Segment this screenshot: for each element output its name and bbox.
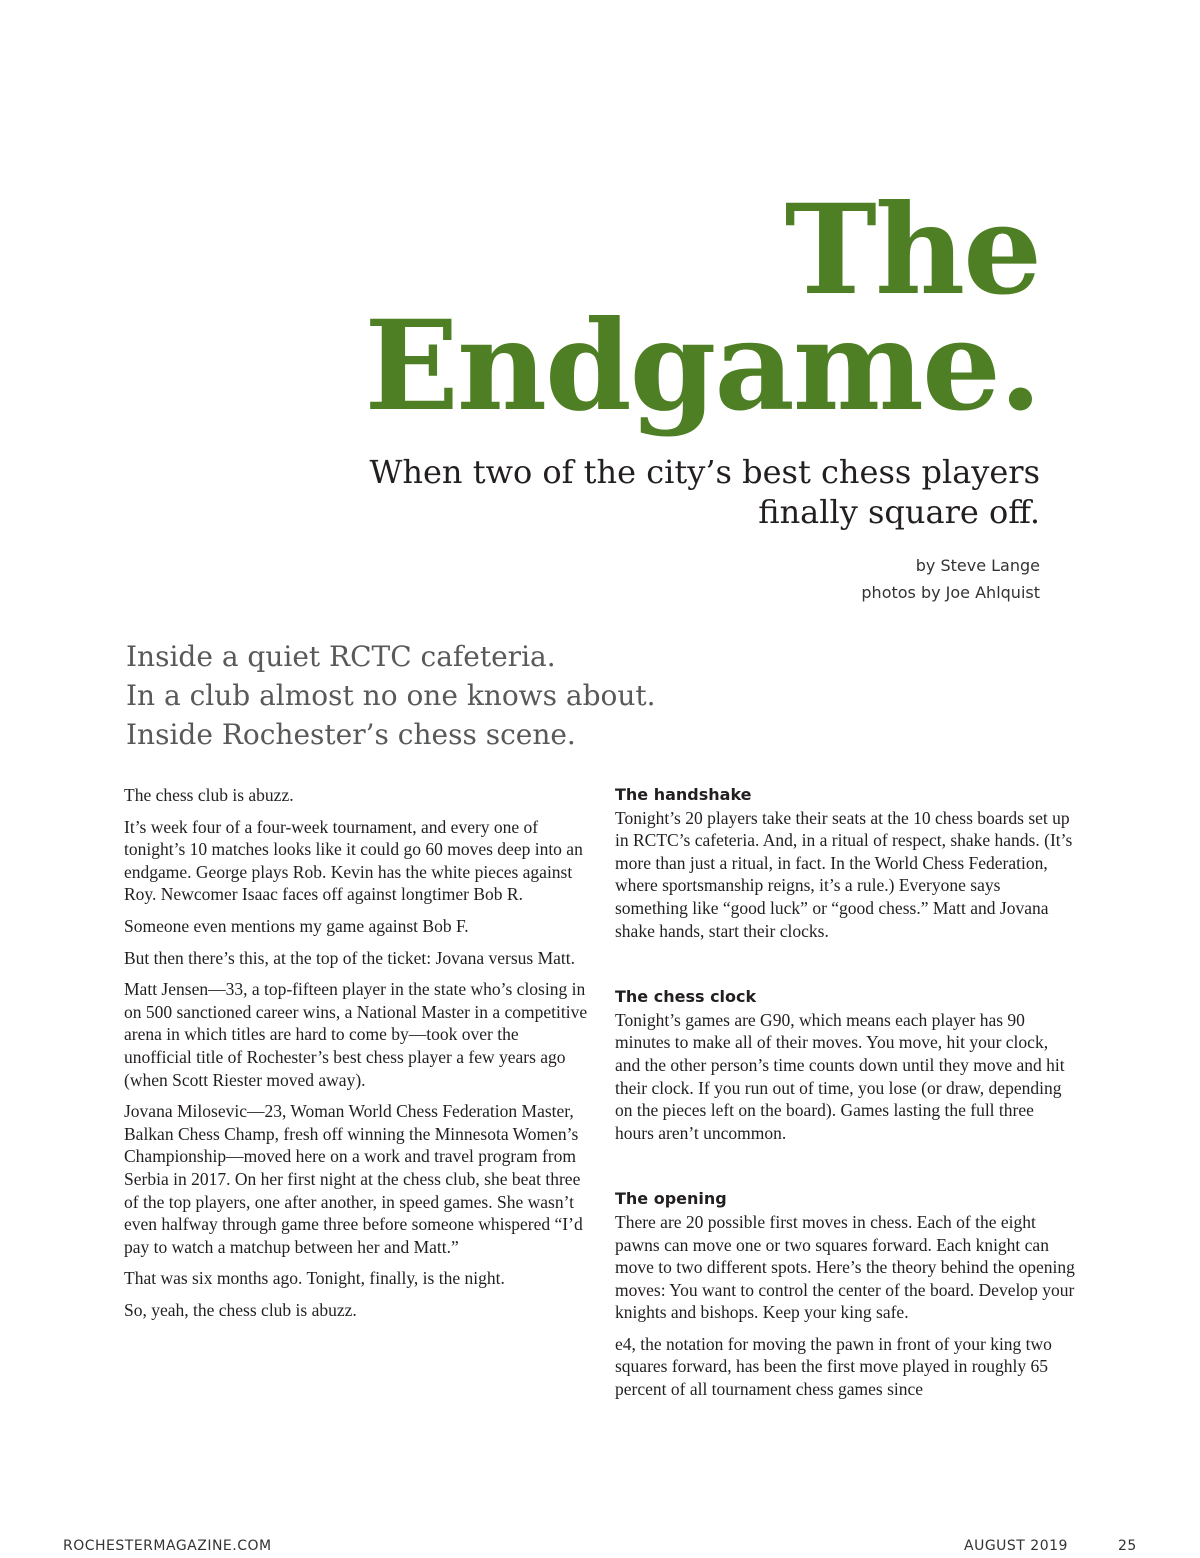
footer-website: ROCHESTERMAGAZINE.COM (63, 1538, 272, 1554)
deck-line: In a club almost no one knows about. (126, 679, 656, 712)
body-paragraph: Matt Jensen—33, a top-fifteen player in the state who’s closing in on 500 sanctioned career wins, a National Master in a competitive arena in which titles are hard to come by—took over the unofficial title of Rochester’s best chess player a few years ago (when Scott Riester moved away). (124, 979, 588, 1090)
section-heading: The handshake (615, 785, 752, 804)
section-heading: The chess clock (615, 987, 757, 1007)
body-paragraph: Jovana Milosevic—23, Woman World Chess Federation Master, Balkan Chess Champ, fresh off winning the Minnesota Women’s Championship—moved here on a work and travel program from Serbia in 2017. On her first night at the chess club, she beat three of the top players, one after another, in speed games. She wasn’t even halfway through game three before someone whispered “I’d pay to watch a matchup between her and Matt.” (124, 1101, 583, 1257)
body-paragraph: Tonight’s 20 players take their seats at the 10 chess boards set up in RCTC’s cafeteria. And, in a ritual of respect, shake hands. (It’s more than just a ritual, in fact. In the World Chess Federation, where sportsmanship reigns, it’s a rule.) Everyone says something like “good luck” or “good chess.” Matt and Jovana shake hands, start their clocks. (615, 807, 1073, 941)
byline (861, 552, 1040, 606)
body-column-left (124, 784, 590, 1330)
article-subheadline (340, 452, 1040, 532)
article-headline (364, 178, 1040, 439)
section-opening (615, 1188, 1075, 1400)
footer-issue-date: AUGUST 2019 (964, 1538, 1068, 1554)
body-paragraph: The chess club is abuzz. (124, 785, 294, 805)
deck-line: Inside Rochester’s chess scene. (126, 718, 576, 751)
author-credit: by Steve Lange (915, 556, 1040, 575)
section-handshake (615, 784, 1075, 942)
body-paragraph: Someone even mentions my game against Bob F. (124, 915, 469, 936)
body-paragraph: Tonight’s games are G90, which means each player has 90 minutes to make all of their moves. You move, hit your clock, and the other person’s time counts down until they move and hit their clock. If you run out of time, you lose (or draw, depending on the pieces left on the board). Games lasting the full three hours aren’t uncommon. (615, 1009, 1065, 1143)
body-column-right (615, 784, 1075, 1445)
body-paragraph: e4, the notation for moving the pawn in front of your king two squares forward, has been the first move played in roughly 65 percent of all tournament chess games since (615, 1333, 1052, 1400)
body-paragraph: So, yeah, the chess club is abuzz. (124, 1299, 357, 1320)
deck-line: Inside a quiet RCTC cafeteria. (126, 640, 556, 673)
photo-credit: photos by Joe Ahlquist (861, 583, 1040, 602)
article-deck (126, 637, 656, 754)
section-heading: The opening (615, 1189, 727, 1209)
subhead-line-1: When two of the city’s best chess players (369, 453, 1040, 491)
headline-line-1: The (784, 178, 1040, 323)
body-paragraph: It’s week four of a four-week tournament, and every one of tonight’s 10 matches looks like it could go 60 moves deep into an endgame. George plays Rob. Kevin has the white pieces against Roy. Newcomer Isaac faces off against longtimer Bob R. (124, 816, 583, 905)
headline-line-2: Endgame. (364, 294, 1040, 439)
page-number: 25 (1118, 1538, 1137, 1554)
body-paragraph: There are 20 possible first moves in chess. Each of the eight pawns can move one or two squares forward. Each knight can move to two different spots. Here’s the theory behind the opening moves: You want to control the center of the board. Develop your knights and bishops. Keep your king safe. (615, 1211, 1075, 1323)
section-chess-clock (615, 986, 1075, 1144)
body-paragraph: But then there’s this, at the top of the ticket: Jovana versus Matt. (124, 947, 576, 968)
body-paragraph: That was six months ago. Tonight, finally, is the night. (124, 1268, 505, 1289)
subhead-line-2: finally square off. (758, 493, 1040, 531)
